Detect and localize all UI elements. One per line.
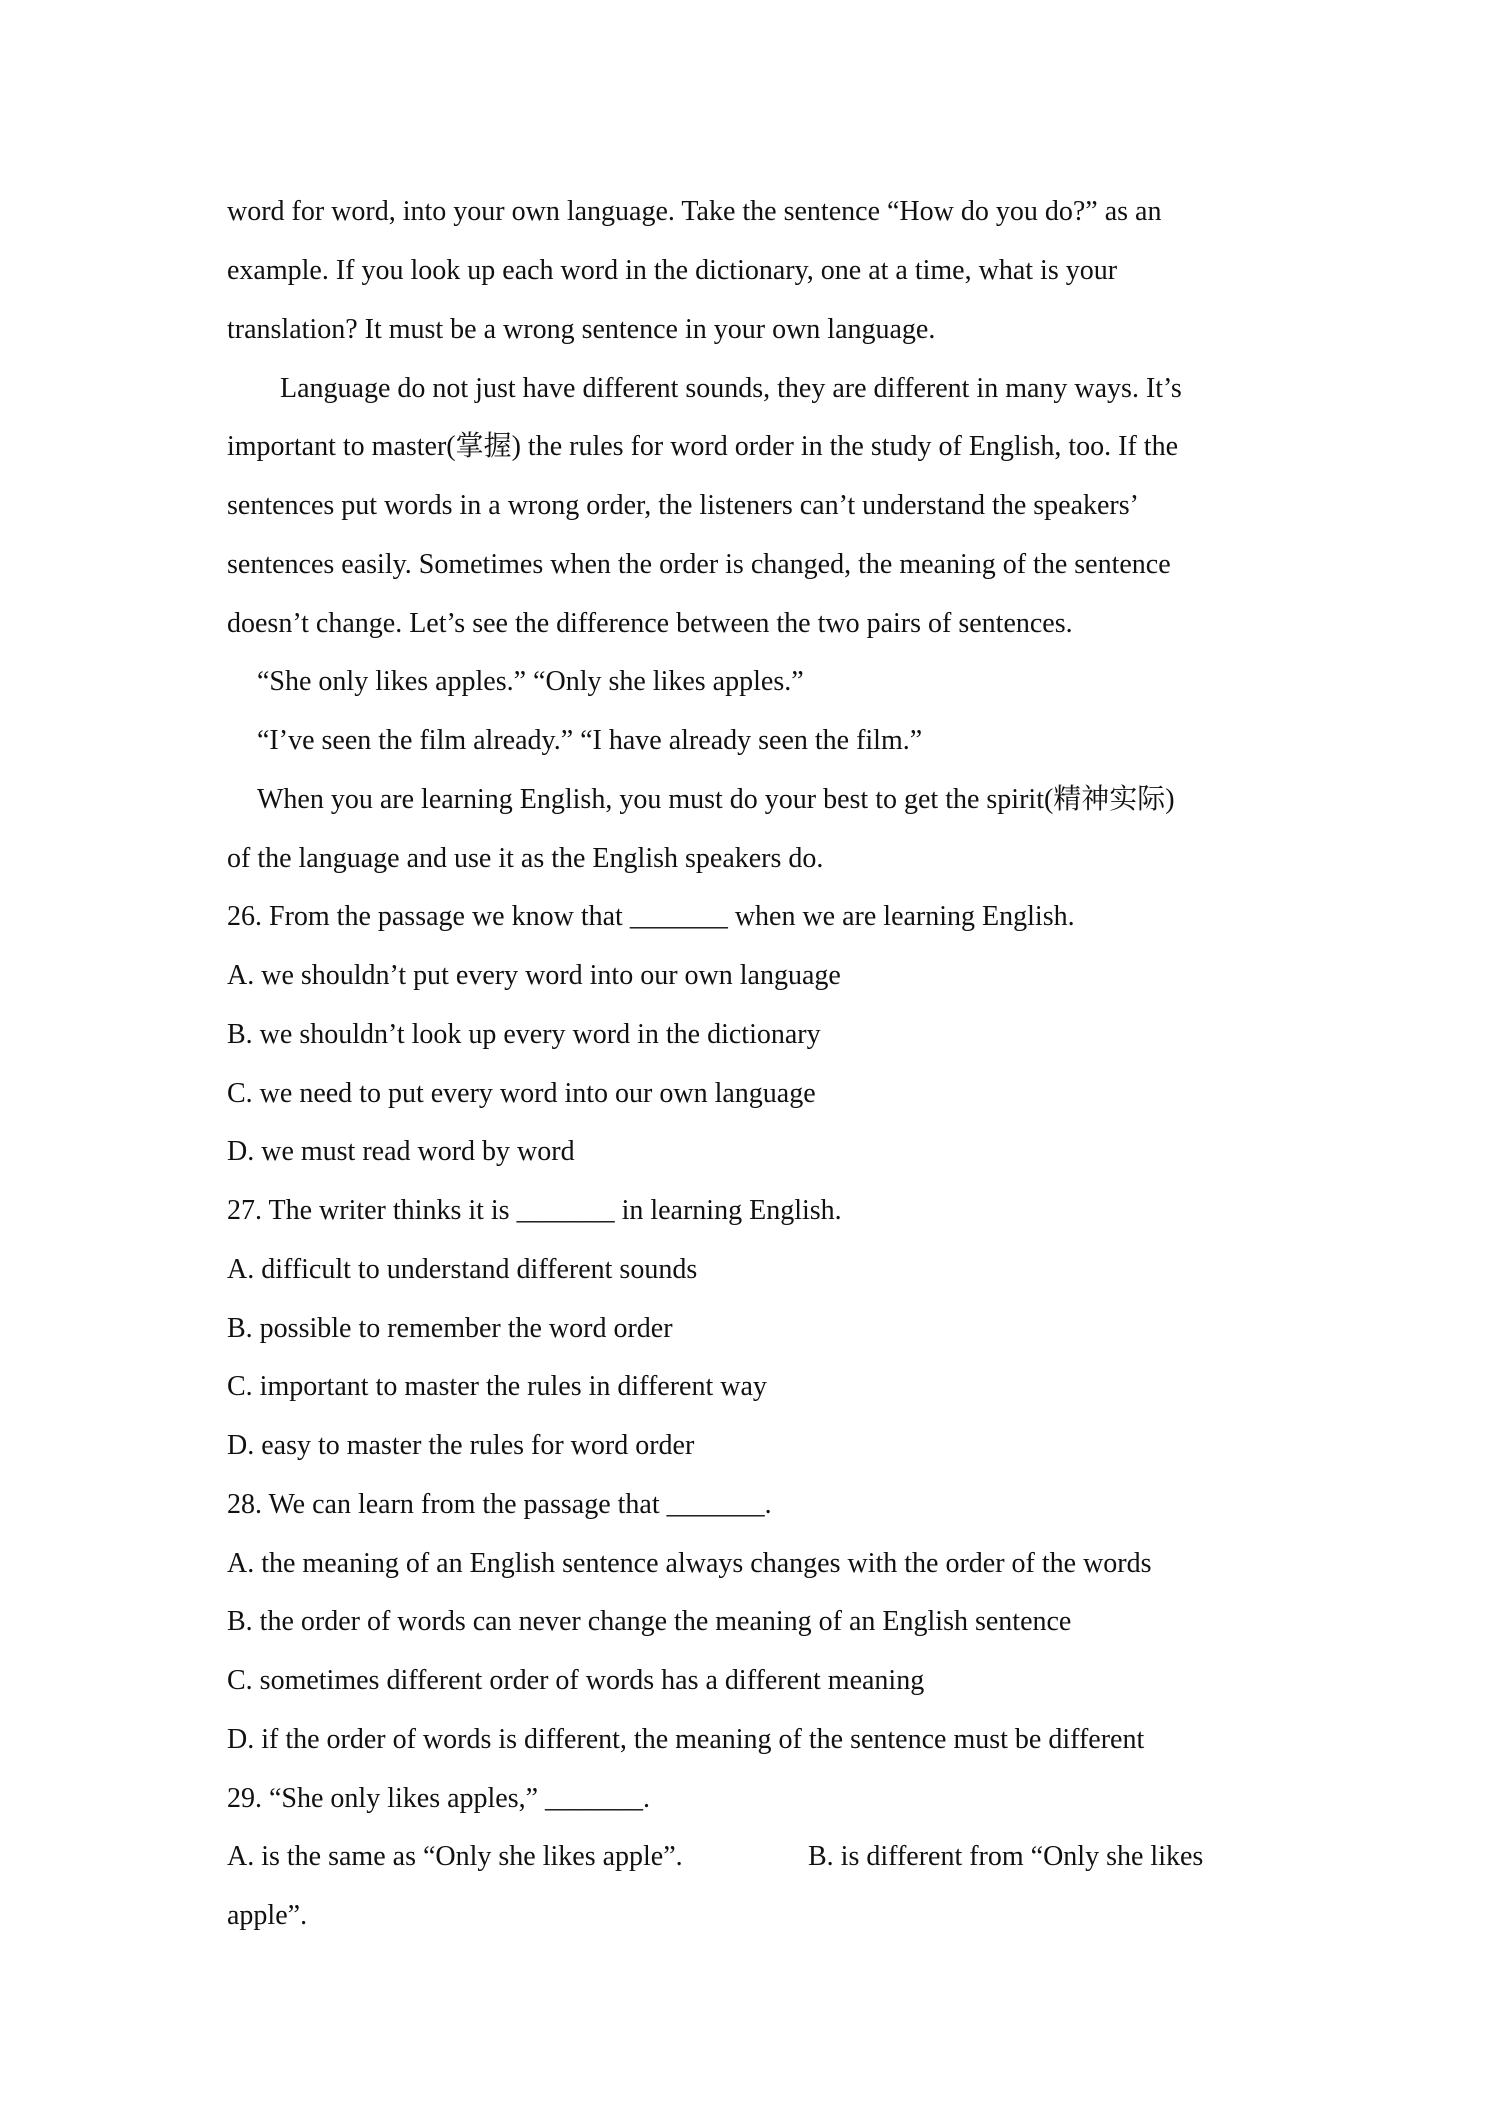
answer-option: A. the meaning of an English sentence always changes with the order of the words <box>227 1548 1152 1579</box>
answer-option: C. important to master the rules in different way <box>227 1371 767 1402</box>
passage-line: When you are learning English, you must do your best to get the spirit(精神实际) <box>257 784 1175 815</box>
passage-line: important to master(掌握) the rules for word order in the study of English, too. If the <box>227 431 1179 462</box>
answer-option: D. we must read word by word <box>227 1136 575 1167</box>
passage-line: word for word, into your own language. Take the sentence “How do you do?” as an <box>227 196 1162 227</box>
passage-line: sentences put words in a wrong order, the listeners can’t understand the speakers’ <box>227 490 1139 521</box>
passage-line: example. If you look up each word in the dictionary, one at a time, what is your <box>227 255 1118 286</box>
answer-option-continuation: apple”. <box>227 1900 308 1931</box>
answer-option: A. is the same as “Only she likes apple”. <box>227 1841 683 1872</box>
answer-option: B. possible to remember the word order <box>227 1313 673 1344</box>
answer-option: B. we shouldn’t look up every word in the dictionary <box>227 1019 821 1050</box>
answer-option: D. if the order of words is different, the meaning of the sentence must be different <box>227 1724 1145 1755</box>
passage-line: sentences easily. Sometimes when the order is changed, the meaning of the sentence <box>227 549 1171 580</box>
answer-option: B. is different from “Only she likes <box>808 1841 1204 1872</box>
answer-option: A. difficult to understand different sounds <box>227 1254 698 1285</box>
answer-option: A. we shouldn’t put every word into our own language <box>227 960 841 991</box>
example-sentence-pair: “I’ve seen the film already.” “I have already seen the film.” <box>257 725 923 756</box>
question-stem: 29. “She only likes apples,” _______. <box>227 1783 651 1814</box>
question-stem: 28. We can learn from the passage that _______. <box>227 1489 772 1520</box>
passage-line: doesn’t change. Let’s see the difference between the two pairs of sentences. <box>227 608 1073 639</box>
question-stem: 27. The writer thinks it is _______ in learning English. <box>227 1195 842 1226</box>
passage-line: of the language and use it as the English speakers do. <box>227 843 824 874</box>
passage-line: translation? It must be a wrong sentence in your own language. <box>227 314 936 345</box>
question-stem: 26. From the passage we know that _______ when we are learning English. <box>227 901 1075 932</box>
answer-option: D. easy to master the rules for word order <box>227 1430 695 1461</box>
answer-option: C. sometimes different order of words has a different meaning <box>227 1665 925 1696</box>
answer-option: B. the order of words can never change the meaning of an English sentence <box>227 1606 1072 1637</box>
example-sentence-pair: “She only likes apples.” “Only she likes apples.” <box>257 666 804 697</box>
passage-line: Language do not just have different sounds, they are different in many ways. It’s <box>280 373 1182 404</box>
answer-option: C. we need to put every word into our own language <box>227 1078 816 1109</box>
